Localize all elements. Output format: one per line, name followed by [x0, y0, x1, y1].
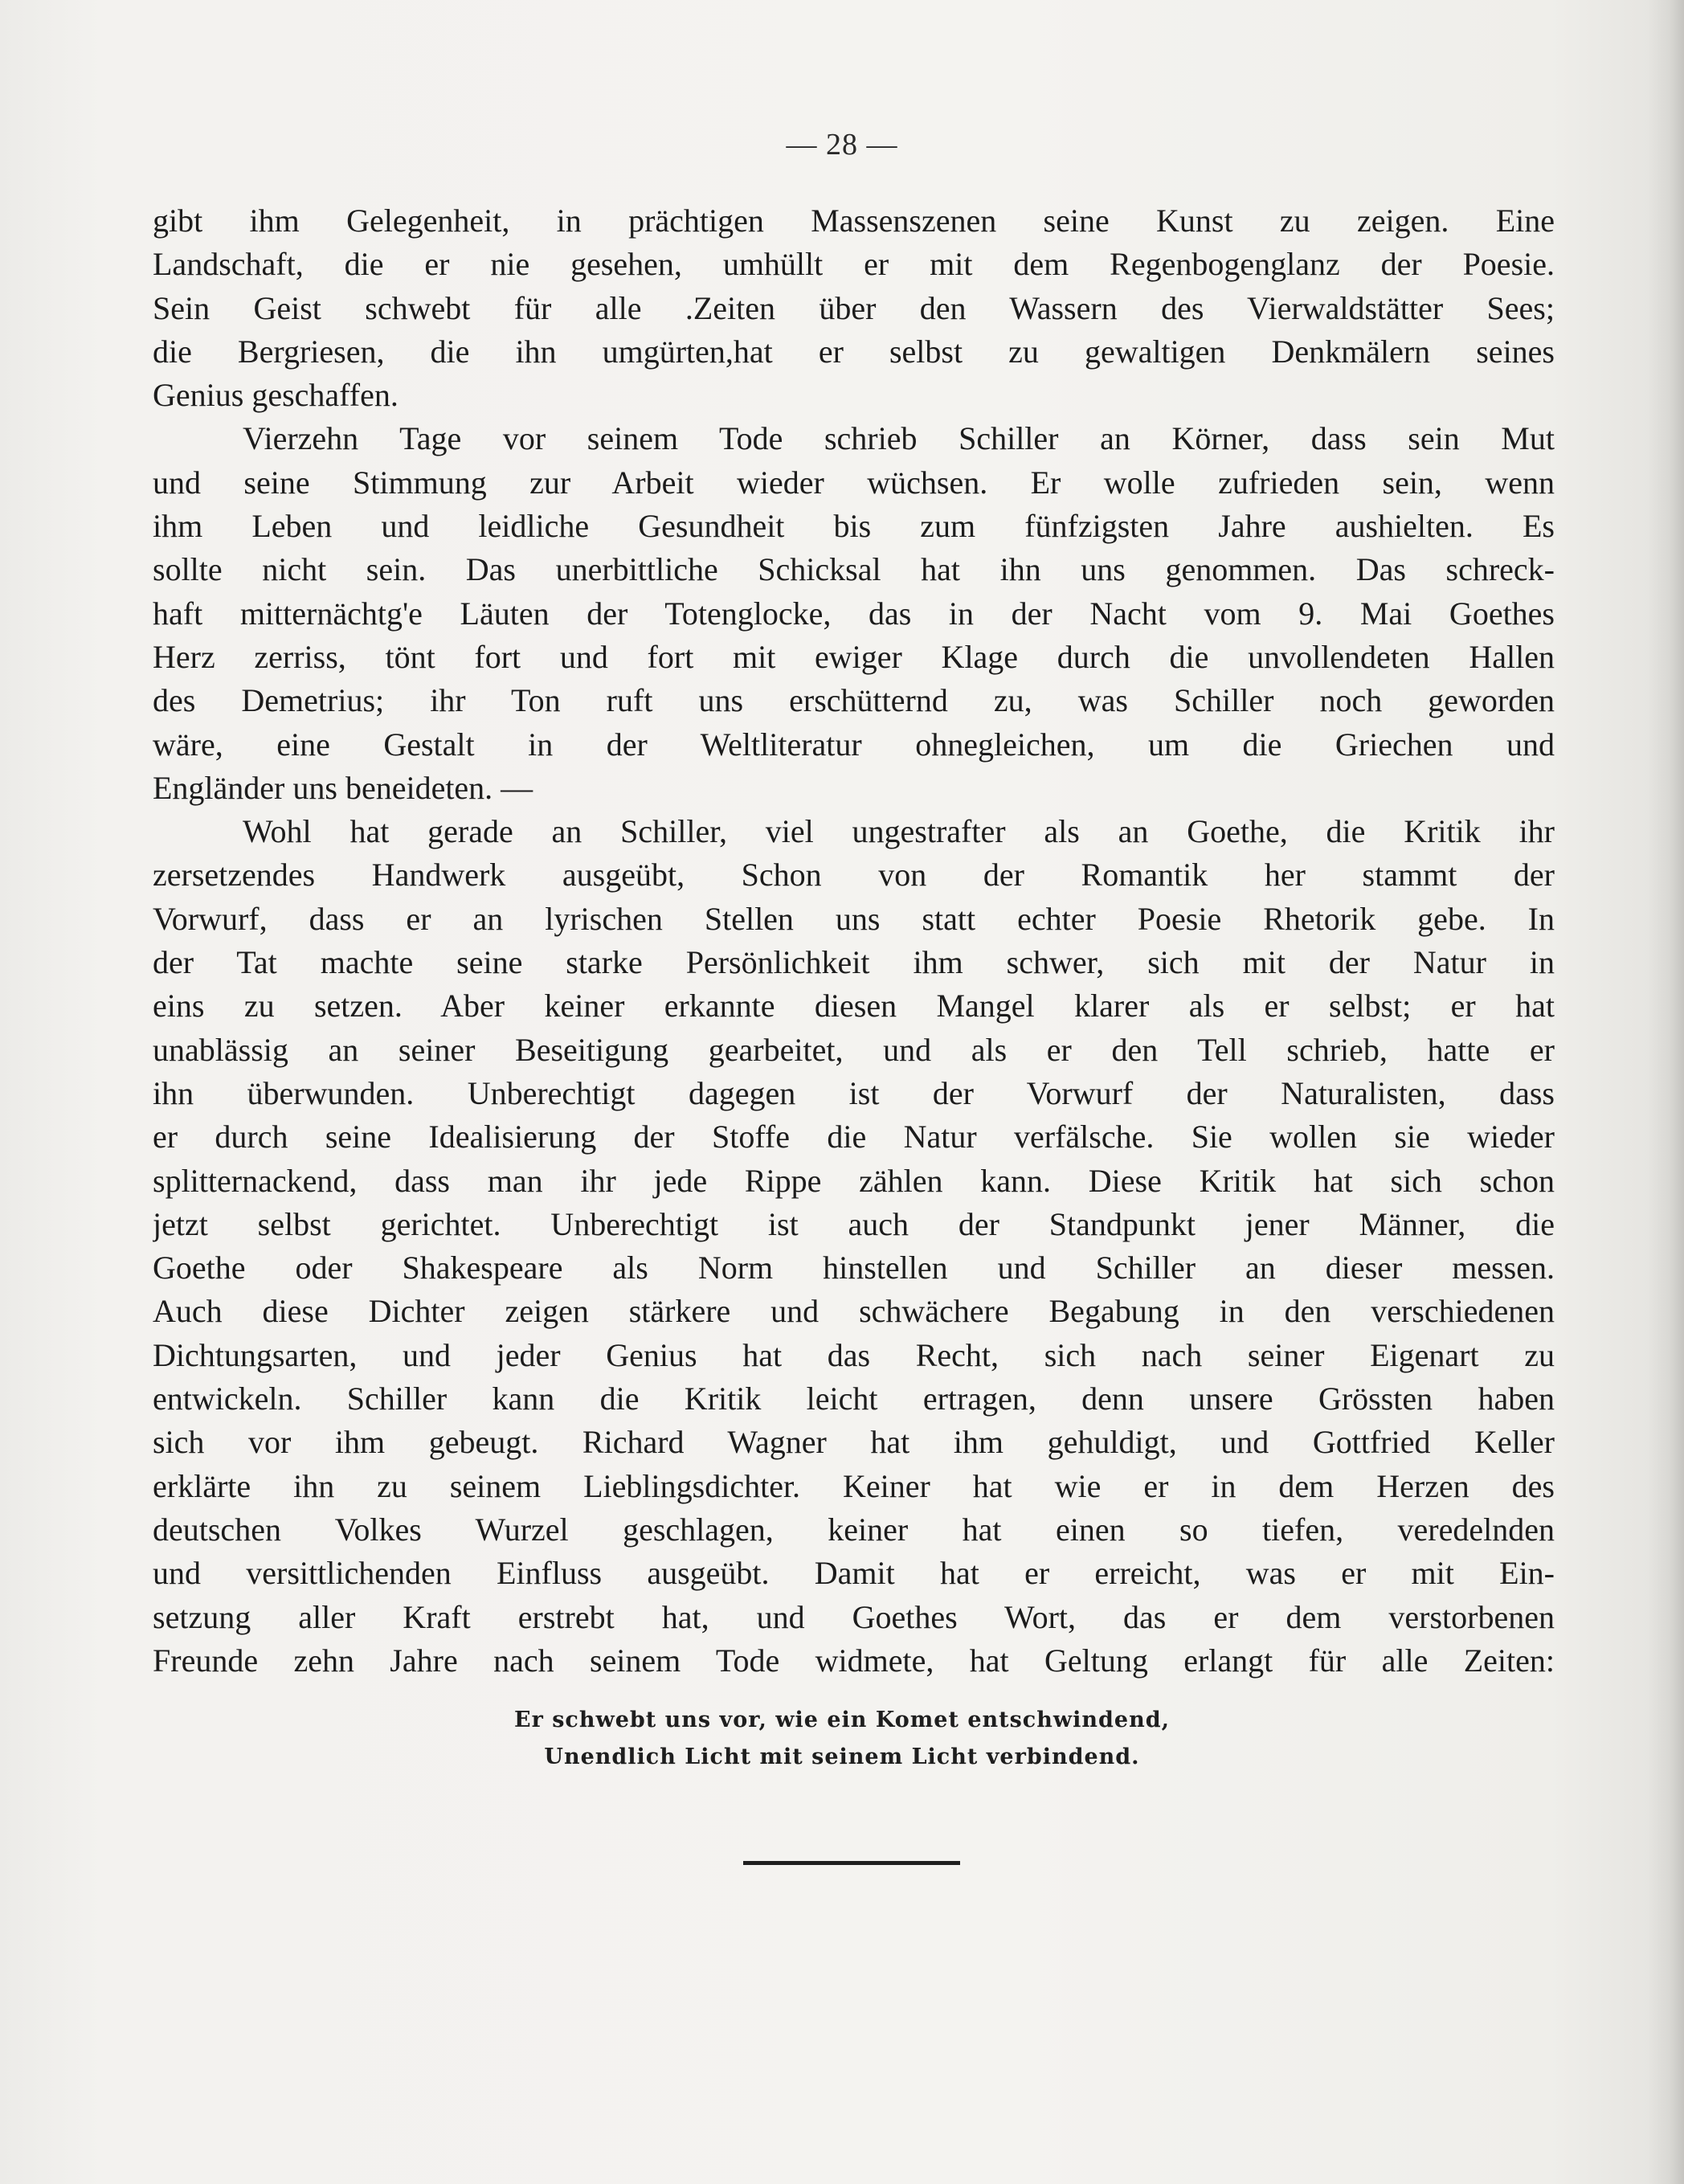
text-line: Dichtungsarten, und jeder Genius hat das Recht, sich nach seiner Eigenart zu — [153, 1336, 1555, 1373]
text-line: Freunde zehn Jahre nach seinem Tode widmete, hat Geltung erlangt für alle Zeiten: — [153, 1642, 1555, 1679]
page-edge-shadow — [1647, 0, 1684, 2184]
text-line: die Bergriesen, die ihn umgürten,hat er selbst zu gewaltigen Denkmälern seines — [153, 333, 1555, 370]
page-number: — 28 — — [786, 128, 898, 162]
text-line: ihm Leben und leidliche Gesundheit bis zum fünfzigsten Jahre aushielten. Es — [153, 508, 1555, 545]
text-line: setzung aller Kraft erstrebt hat, und Goethes Wort, das er dem verstorbenen — [153, 1598, 1555, 1635]
text-line: Sein Geist schwebt für alle .Zeiten über den Wassern des Vierwaldstätter Sees; — [153, 289, 1555, 326]
text-line: Vorwurf, dass er an lyrischen Stellen uns statt echter Poesie Rhetorik gebe. In — [153, 900, 1555, 937]
text-line: eins zu setzen. Aber keiner erkannte diesen Mangel klarer als er selbst; er hat — [153, 988, 1555, 1025]
text-line: entwickeln. Schiller kann die Kritik leicht ertragen, denn unsere Grössten haben — [153, 1380, 1555, 1417]
text-line: zersetzendes Handwerk ausgeübt, Schon von der Romantik her stammt der — [153, 857, 1555, 894]
text-line: Herz zerriss, tönt fort und fort mit ewiger Klage durch die unvollendeten Hallen — [153, 638, 1555, 675]
text-line: deutschen Volkes Wurzel geschlagen, keiner hat einen so tiefen, veredelnden — [153, 1511, 1555, 1548]
text-line: gibt ihm Gelegenheit, in prächtigen Massenszenen seine Kunst zu zeigen. Eine — [153, 202, 1555, 239]
text-line: er durch seine Idealisierung der Stoffe die Natur verfälsche. Sie wollen sie wieder — [153, 1119, 1555, 1155]
text-line: Goethe oder Shakespeare als Norm hinstellen und Schiller an dieser messen. — [153, 1249, 1555, 1286]
body-text — [153, 199, 1555, 1683]
text-line: und versittlichenden Einfluss ausgeübt. Damit hat er erreicht, was er mit Ein- — [153, 1555, 1555, 1592]
text-line: splitternackend, dass man ihr jede Rippe zählen kann. Diese Kritik hat sich schon — [153, 1162, 1555, 1199]
text-line: haft mitternächtg'e Läuten der Totenglocke, das in der Nacht vom 9. Mai Goethes — [153, 595, 1555, 632]
text-line: und seine Stimmung zur Arbeit wieder wüchsen. Er wolle zufrieden sein, wenn — [153, 464, 1555, 501]
text-line: Landschaft, die er nie gesehen, umhüllt er mit dem Regenbogenglanz der Poesie. — [153, 246, 1555, 283]
text-line: ihn überwunden. Unberechtigt dagegen ist der Vorwurf der Naturalisten, dass — [153, 1074, 1555, 1111]
text-line: unablässig an seiner Beseitigung gearbeitet, und als er den Tell schrieb, hatte er — [153, 1031, 1555, 1068]
text-line: wäre, eine Gestalt in der Weltliteratur ohnegleichen, um die Griechen und — [153, 726, 1555, 763]
quote-line: Er schwebt uns vor, wie ein Komet entschwindend, — [514, 1708, 1170, 1732]
text-line: Auch diese Dichter zeigen stärkere und schwächere Begabung in den verschiedenen — [153, 1293, 1555, 1330]
text-line: Engländer uns beneideten. — — [153, 769, 533, 806]
text-line: erklärte ihn zu seinem Lieblingsdichter. Keiner hat wie er in dem Herzen des — [153, 1467, 1555, 1504]
text-line: der Tat machte seine starke Persönlichkeit ihm schwer, sich mit der Natur in — [153, 944, 1555, 981]
closing-rule — [743, 1861, 960, 1865]
text-line: sich vor ihm gebeugt. Richard Wagner hat ihm gehuldigt, und Gottfried Keller — [153, 1424, 1555, 1461]
text-line: Vierzehn Tage vor seinem Tode schrieb Schiller an Körner, dass sein Mut — [243, 420, 1555, 457]
quote-line: Unendlich Licht mit seinem Licht verbindend. — [544, 1744, 1140, 1769]
text-line: des Demetrius; ihr Ton ruft uns erschütternd zu, was Schiller noch geworden — [153, 682, 1555, 719]
text-line: Wohl hat gerade an Schiller, viel ungestrafter als an Goethe, die Kritik ihr — [243, 813, 1555, 850]
text-line: Genius geschaffen. — [153, 377, 399, 414]
goethe-quote — [0, 1702, 1684, 1776]
text-line: jetzt selbst gerichtet. Unberechtigt ist auch der Standpunkt jener Männer, die — [153, 1205, 1555, 1242]
text-line: sollte nicht sein. Das unerbittliche Schicksal hat ihn uns genommen. Das schreck- — [153, 551, 1555, 588]
